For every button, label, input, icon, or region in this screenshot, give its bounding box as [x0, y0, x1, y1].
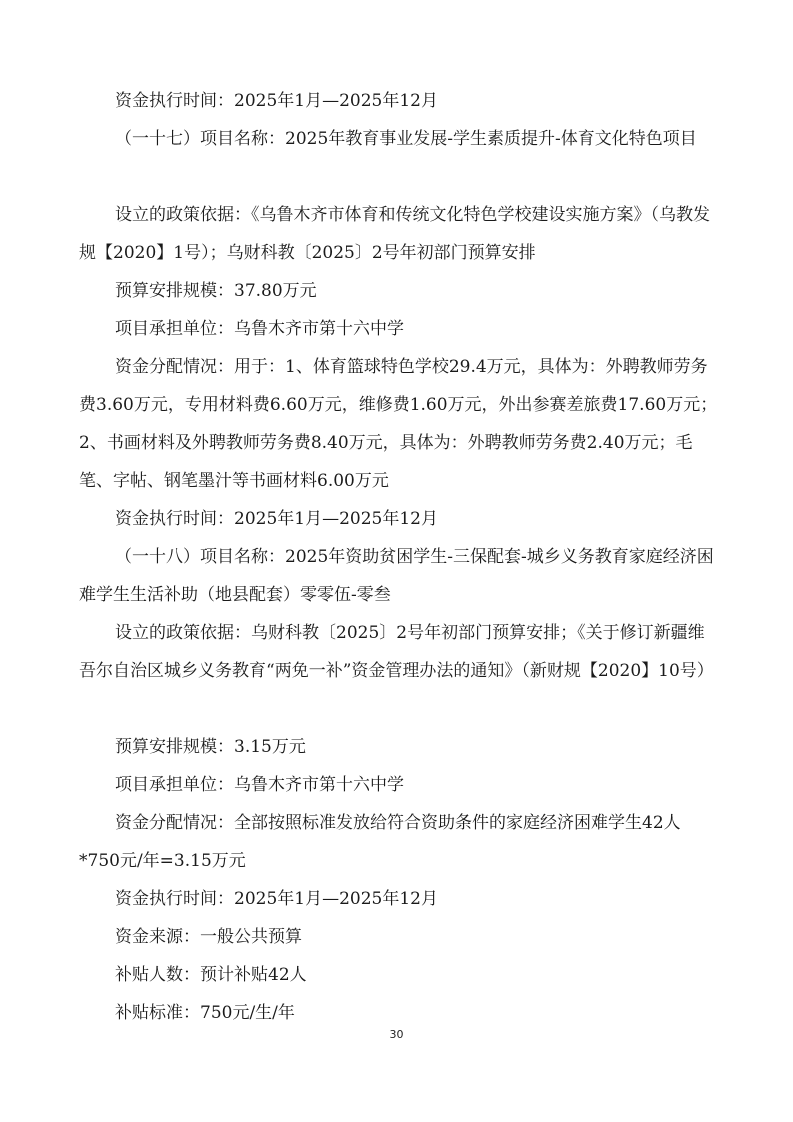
page-number: 30: [389, 1028, 404, 1041]
paragraph-execution-time-3: 资金执行时间：2025年1月—2025年12月: [115, 889, 438, 909]
paragraph-subsidy-standard: 补贴标准：750元/生/年: [115, 1003, 295, 1023]
paragraph-project-17-allocation: 资金分配情况：用于：1、体育篮球特色学校29.4万元，具体为：外聘教师劳务费3.60万元，专用材料费6.60万元，维修费1.60万元，外出参赛差旅费17.60万元；2、书画材料及外聘教师劳务费8.40万元，具体为：外聘教师劳务费2.40万元；毛笔、字帖、钢笔墨汁等书画材料6.00万元: [79, 357, 718, 491]
paragraph-project-18-budget: 预算安排规模：3.15万元: [115, 737, 306, 757]
paragraph-project-17-policy: 设立的政策依据：《乌鲁木齐市体育和传统文化特色学校建设实施方案》（乌教发规【2020】1号）；乌财科教〔2025〕2号年初部门预算安排: [79, 205, 710, 263]
paragraph-project-18-policy: 设立的政策依据：乌财科教〔2025〕2号年初部门预算安排；《关于修订新疆维吾尔自治区城乡义务教育“两免一补”资金管理办法的通知》（新财规【2020】10号）: [79, 623, 714, 681]
paragraph-execution-time-1: 资金执行时间：2025年1月—2025年12月: [115, 91, 438, 111]
paragraph-project-18-name: （一十八）项目名称：2025年资助贫困学生-三保配套-城乡义务教育家庭经济困难学生生活补助（地县配套）零零伍-零叁: [79, 547, 714, 605]
paragraph-project-18-allocation: 资金分配情况：全部按照标准发放给符合资助条件的家庭经济困难学生42人*750元/年=3.15万元: [79, 813, 681, 871]
paragraph-project-17-name: （一十七）项目名称：2025年教育事业发展-学生素质提升-体育文化特色项目: [115, 129, 697, 149]
paragraph-project-18-unit: 项目承担单位：乌鲁木齐市第十六中学: [115, 775, 404, 795]
paragraph-project-17-budget: 预算安排规模：37.80万元: [115, 281, 317, 301]
paragraph-subsidy-count: 补贴人数：预计补贴42人: [115, 965, 307, 985]
paragraph-funding-source: 资金来源：一般公共预算: [115, 927, 302, 947]
paragraph-project-17-unit: 项目承担单位：乌鲁木齐市第十六中学: [115, 319, 404, 339]
paragraph-execution-time-2: 资金执行时间：2025年1月—2025年12月: [115, 509, 438, 529]
